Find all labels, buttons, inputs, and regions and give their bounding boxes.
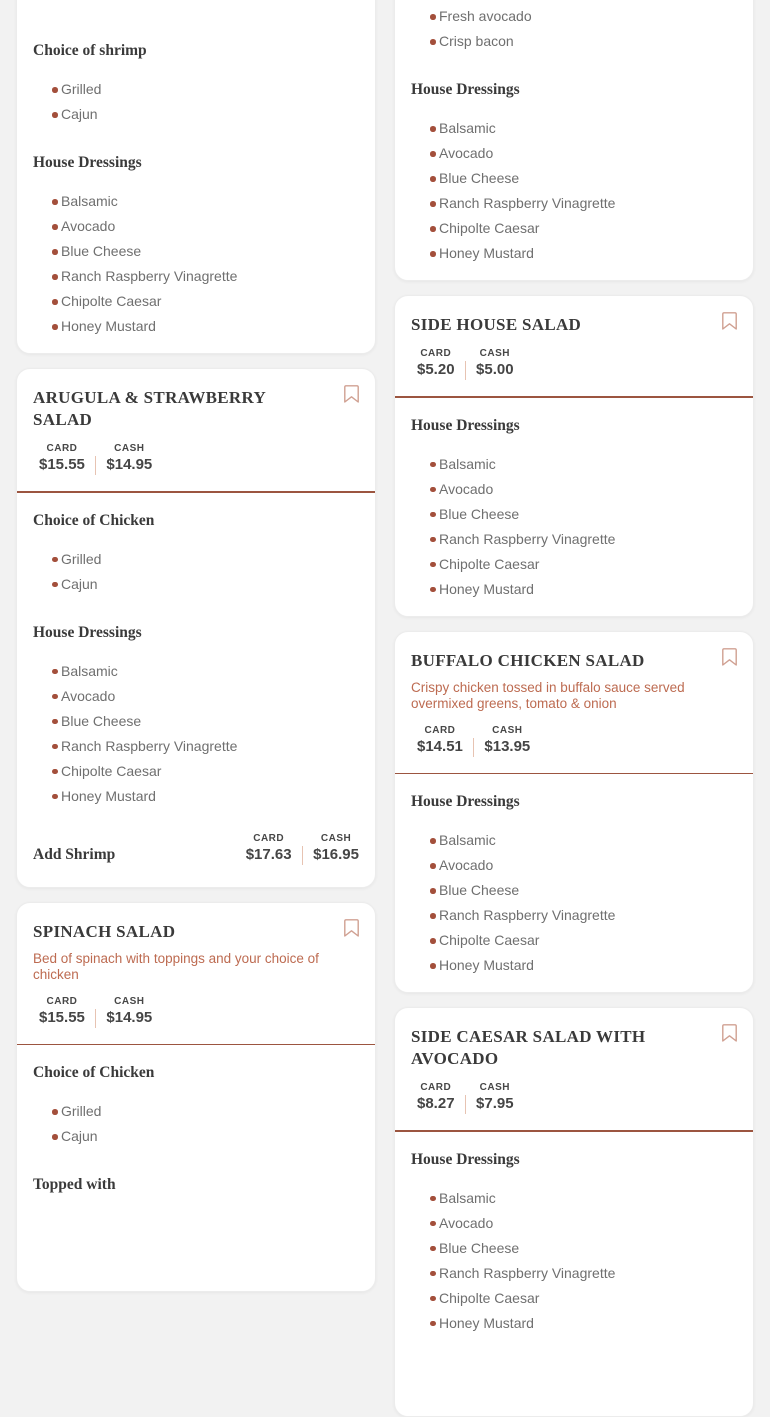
menu-item-description: Crispy chicken tossed in buffalo sauce served overmixed greens, tomato & onion <box>411 679 685 711</box>
price-pair <box>39 996 359 1028</box>
card-price-value: $8.27 <box>417 1095 455 1112</box>
option-list <box>33 547 359 597</box>
section-heading: House Dressings <box>411 416 520 434</box>
option-section <box>411 80 737 266</box>
section-heading: Choice of Chicken <box>33 1064 155 1081</box>
card-price-label: CARD <box>420 348 452 359</box>
option-section <box>411 4 737 54</box>
option-sections <box>411 1150 737 1336</box>
option-list-item: Crisp bacon <box>411 29 737 54</box>
option-list-item: Honey Mustard <box>411 953 737 978</box>
option-list <box>411 452 737 602</box>
option-list-item: Balsamic <box>33 659 359 684</box>
cash-price-value: $5.00 <box>476 361 514 378</box>
section-heading: House Dressings <box>33 154 142 171</box>
option-section <box>411 416 737 602</box>
price-pair <box>417 725 737 757</box>
cash-price-value: $16.95 <box>313 845 359 863</box>
option-sections <box>33 41 359 339</box>
option-list-item: Blue Cheese <box>411 166 737 191</box>
cash-price-label: CASH <box>479 348 510 359</box>
price-separator <box>95 456 97 475</box>
menu-item-title: SPINACH SALAD <box>33 921 176 941</box>
menu-item-card[interactable] <box>16 0 376 354</box>
menu-item-card[interactable] <box>394 295 754 617</box>
option-section <box>33 153 359 339</box>
option-list-item: Avocado <box>411 141 737 166</box>
menu-item-title: BUFFALO CHICKEN SALAD <box>411 650 645 670</box>
bookmark-icon <box>721 647 738 667</box>
section-heading: House Dressings <box>33 623 142 641</box>
option-list-item: Avocado <box>411 853 737 878</box>
menu-item-card[interactable] <box>394 0 754 281</box>
option-list-item: Blue Cheese <box>33 239 359 264</box>
cash-price <box>313 833 359 865</box>
option-list-item: Chipolte Caesar <box>33 759 359 784</box>
card-price <box>39 996 85 1028</box>
card-price-value: $17.63 <box>245 845 292 863</box>
option-list-item: Ranch Raspberry Vinagrette <box>411 527 737 552</box>
bookmark-button[interactable] <box>340 382 362 406</box>
option-list-item: Grilled <box>33 547 359 572</box>
option-list-item: Chipolte Caesar <box>411 928 737 953</box>
bookmark-button[interactable] <box>340 916 362 940</box>
option-list-item: Grilled <box>33 77 359 102</box>
option-list-item: Honey Mustard <box>411 577 737 602</box>
option-list-item: Balsamic <box>411 828 737 853</box>
option-list-item: Balsamic <box>411 116 737 141</box>
header-divider <box>17 1044 375 1046</box>
bookmark-icon <box>721 311 738 331</box>
option-list <box>33 77 359 127</box>
bookmark-button[interactable] <box>718 1021 740 1045</box>
menu-item-description: Bed of spinach with toppings and your choice of chicken <box>33 950 319 982</box>
option-list-item: Ranch Raspberry Vinagrette <box>411 1261 737 1286</box>
cash-price <box>476 348 514 380</box>
option-list-item: Avocado <box>411 1211 737 1236</box>
addon-label: Add Shrimp <box>33 845 116 863</box>
header-divider <box>395 1130 753 1132</box>
cash-price-label: CASH <box>492 724 523 736</box>
option-list-item: Balsamic <box>411 452 737 477</box>
menu-column-right <box>394 0 754 1417</box>
option-list-item: Honey Mustard <box>33 784 359 809</box>
option-list-item: Ranch Raspberry Vinagrette <box>33 264 359 289</box>
option-sections <box>33 1063 359 1195</box>
section-heading: House Dressings <box>411 793 520 810</box>
section-heading: Choice of Chicken <box>33 511 155 529</box>
option-list-item: Blue Cheese <box>411 1236 737 1261</box>
cash-price <box>106 996 152 1028</box>
price-separator <box>473 738 475 757</box>
option-list-item: Ranch Raspberry Vinagrette <box>33 734 359 759</box>
price-pair <box>39 443 359 475</box>
option-list-item: Chipolte Caesar <box>411 552 737 577</box>
price-separator <box>465 1095 467 1114</box>
card-price-label: CARD <box>46 443 78 454</box>
cash-price-label: CASH <box>114 443 145 454</box>
card-price-value: $15.55 <box>39 1008 85 1026</box>
price-separator <box>95 1009 97 1028</box>
card-price <box>39 443 85 475</box>
option-list-item: Balsamic <box>411 1186 737 1211</box>
card-price-value: $15.55 <box>39 456 85 473</box>
cash-price-value: $13.95 <box>484 737 531 755</box>
menu-column-left <box>16 0 376 1292</box>
option-list-item: Grilled <box>33 1099 359 1124</box>
price-pair <box>417 1082 737 1114</box>
option-list <box>411 4 737 54</box>
section-heading: Topped with <box>33 1176 116 1193</box>
bookmark-icon <box>343 918 360 938</box>
option-list-item: Avocado <box>33 684 359 709</box>
option-list-item: Chipolte Caesar <box>33 289 359 314</box>
cash-price <box>106 443 152 475</box>
option-list-item: Ranch Raspberry Vinagrette <box>411 903 737 928</box>
option-section <box>33 511 359 597</box>
option-sections <box>411 792 737 978</box>
menu-item-card[interactable] <box>394 1007 754 1417</box>
option-list <box>411 828 737 978</box>
cash-price <box>484 725 530 757</box>
option-section <box>33 623 359 809</box>
option-list-item: Honey Mustard <box>411 241 737 266</box>
header-divider <box>395 396 753 398</box>
cash-price-value: $7.95 <box>476 1095 514 1112</box>
option-section <box>33 1175 359 1195</box>
option-sections <box>411 416 737 602</box>
card-price <box>417 348 455 380</box>
card-price <box>417 725 463 757</box>
cash-price <box>476 1082 514 1114</box>
menu-item-title: SIDE HOUSE SALAD <box>411 315 582 334</box>
cash-price-label: CASH <box>114 995 145 1007</box>
option-list-item: Blue Cheese <box>411 502 737 527</box>
option-list-item: Chipolte Caesar <box>411 216 737 241</box>
option-list-item: Balsamic <box>33 189 359 214</box>
section-heading: Choice of shrimp <box>33 42 147 59</box>
menu-item-title: ARUGULA & STRAWBERRY SALAD <box>33 388 266 429</box>
cash-price-label: CASH <box>479 1082 510 1093</box>
card-price <box>246 833 292 865</box>
card-price-value: $5.20 <box>417 361 455 378</box>
bookmark-button[interactable] <box>718 309 740 333</box>
option-section <box>411 792 737 978</box>
section-heading: House Dressings <box>411 81 520 98</box>
card-price-label: CARD <box>420 1082 452 1093</box>
card-price <box>417 1082 455 1114</box>
option-list-item: Avocado <box>33 214 359 239</box>
card-price-label: CARD <box>46 995 78 1007</box>
menu-item-card[interactable] <box>16 368 376 888</box>
option-list-item: Blue Cheese <box>33 709 359 734</box>
option-list-item: Fresh avocado <box>411 4 737 29</box>
menu-item-title: SIDE CAESAR SALAD WITH AVOCADO <box>411 1027 646 1068</box>
option-list <box>33 659 359 809</box>
option-sections <box>33 511 359 809</box>
option-list-item: Honey Mustard <box>411 1311 737 1336</box>
option-list <box>411 1186 737 1336</box>
header-divider <box>17 491 375 493</box>
price-pair <box>246 833 359 865</box>
header-divider <box>395 773 753 775</box>
price-separator <box>465 361 467 380</box>
option-list-item: Cajun <box>33 102 359 127</box>
price-pair <box>417 348 737 380</box>
option-list-item: Ranch Raspberry Vinagrette <box>411 191 737 216</box>
price-separator <box>302 846 304 865</box>
option-list <box>33 189 359 339</box>
option-list-item: Avocado <box>411 477 737 502</box>
option-section <box>411 1150 737 1336</box>
option-list-item: Blue Cheese <box>411 878 737 903</box>
card-price-label: CARD <box>424 724 456 736</box>
option-list-item: Cajun <box>33 1124 359 1149</box>
addon-row <box>33 833 359 873</box>
menu-item-card[interactable] <box>394 631 754 994</box>
cash-price-value: $14.95 <box>106 456 153 473</box>
card-price-value: $14.51 <box>417 737 463 755</box>
section-heading: House Dressings <box>411 1150 520 1168</box>
menu-item-card[interactable] <box>16 902 376 1293</box>
bookmark-button[interactable] <box>718 645 740 669</box>
option-sections <box>411 4 737 266</box>
option-list <box>411 116 737 266</box>
option-list-item: Chipolte Caesar <box>411 1286 737 1311</box>
bookmark-icon <box>721 1023 738 1043</box>
cash-price-label: CASH <box>320 832 352 844</box>
option-section <box>33 1063 359 1149</box>
option-section <box>33 41 359 127</box>
option-list-item: Cajun <box>33 572 359 597</box>
option-list-item: Honey Mustard <box>33 314 359 339</box>
bookmark-icon <box>343 384 360 404</box>
card-price-label: CARD <box>253 832 285 844</box>
cash-price-value: $14.95 <box>106 1008 153 1026</box>
option-list <box>33 1099 359 1149</box>
